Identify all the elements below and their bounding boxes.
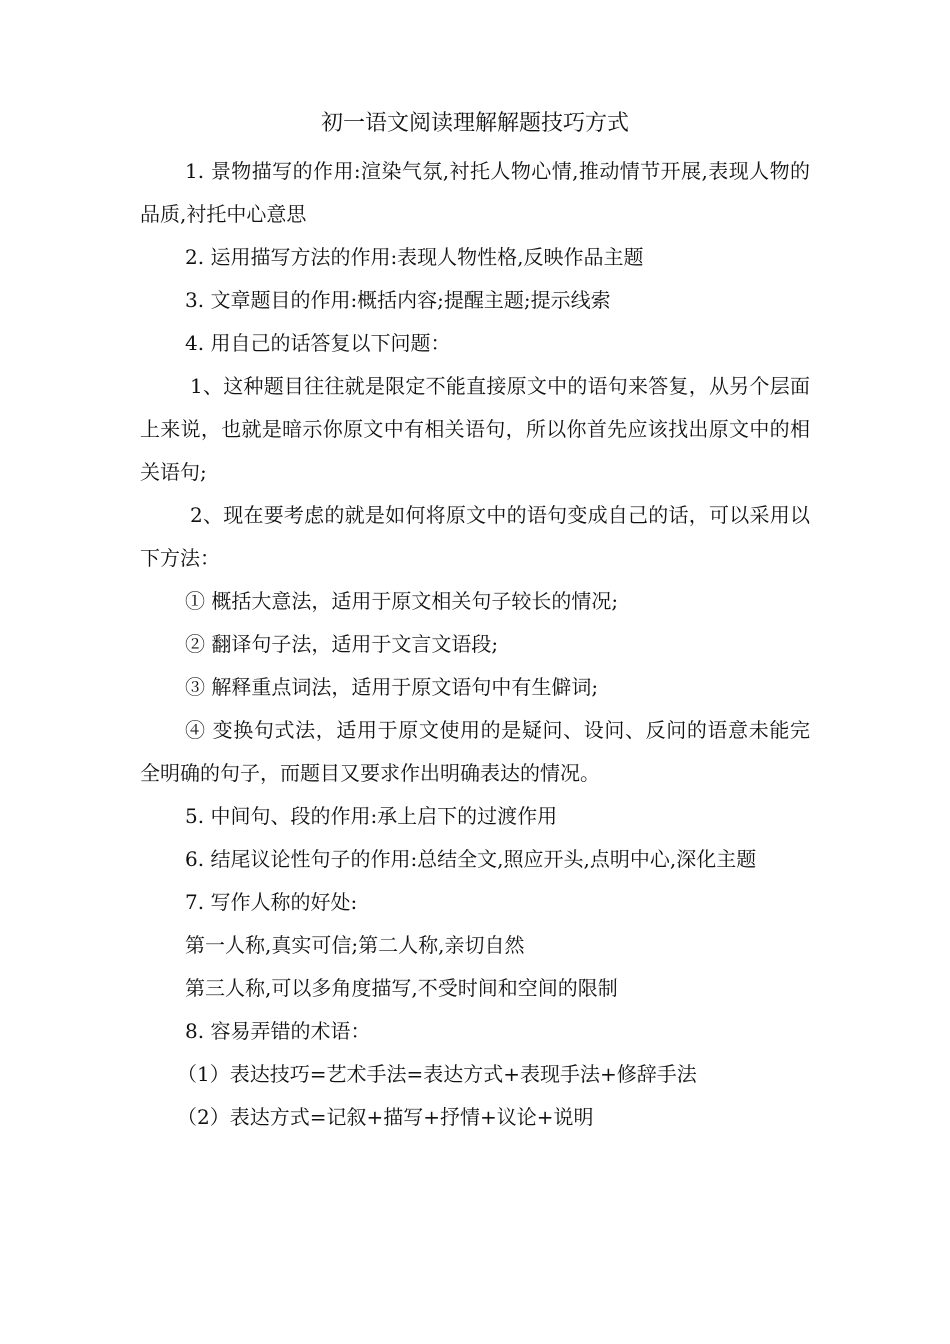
paragraph-narrative-person: 7. 写作人称的好处: [185, 890, 358, 914]
paragraph-method-summarize: ① 概括大意法，适用于原文相关句子较长的情况; [185, 589, 619, 613]
paragraph-term-1: （1）表达技巧=艺术手法=表达方式+表现手法+修辞手法 [177, 1062, 697, 1086]
paragraph-first-second-person: 第一人称,真实可信;第二人称,亲切自然 [185, 933, 525, 957]
paragraph-method-transform: ④ 变换句式法，适用于原文使用的是疑问、设问、反问的语意未能完全明确的句子，而题目又要求作出明确表达的情况。 [140, 718, 810, 785]
paragraph-third-person: 第三人称,可以多角度描写,不受时间和空间的限制 [185, 976, 618, 1000]
paragraph-title-function: 3. 文章题目的作用:概括内容;提醒主题;提示线索 [185, 288, 611, 312]
paragraph-own-words-step-2: 2、现在要考虑的就是如何将原文中的语句变成自己的话，可以采用以下方法： [140, 503, 810, 570]
paragraph-middle-sentence: 5. 中间句、段的作用:承上启下的过渡作用 [185, 804, 558, 828]
paragraph-method-explain: ③ 解释重点词法，适用于原文语句中有生僻词; [185, 675, 599, 699]
paragraph-own-words: 4. 用自己的话答复以下问题： [185, 331, 451, 355]
paragraph-term-2: （2）表达方式=记叙+描写+抒情+议论+说明 [177, 1105, 594, 1129]
paragraph-scenery-description: 1. 景物描写的作用:渲染气氛,衬托人物心情,推动情节开展,表现人物的品质,衬托中心意思 [140, 159, 810, 226]
paragraph-method-translate: ② 翻译句子法，适用于文言文语段; [185, 632, 499, 656]
paragraph-ending-sentence: 6. 结尾议论性句子的作用:总结全文,照应开头,点明中心,深化主题 [185, 847, 757, 871]
document-title: 初一语文阅读理解解题技巧方式 [320, 111, 629, 136]
paragraph-own-words-step-1: 1、这种题目往往就是限定不能直接原文中的语句来答复，从另个层面上来说，也就是暗示你原文中有相关语句，所以你首先应该找出原文中的相关语句; [140, 374, 810, 484]
paragraph-description-methods: 2. 运用描写方法的作用:表现人物性格,反映作品主题 [185, 245, 644, 269]
paragraph-confusing-terms: 8. 容易弄错的术语： [185, 1019, 371, 1043]
